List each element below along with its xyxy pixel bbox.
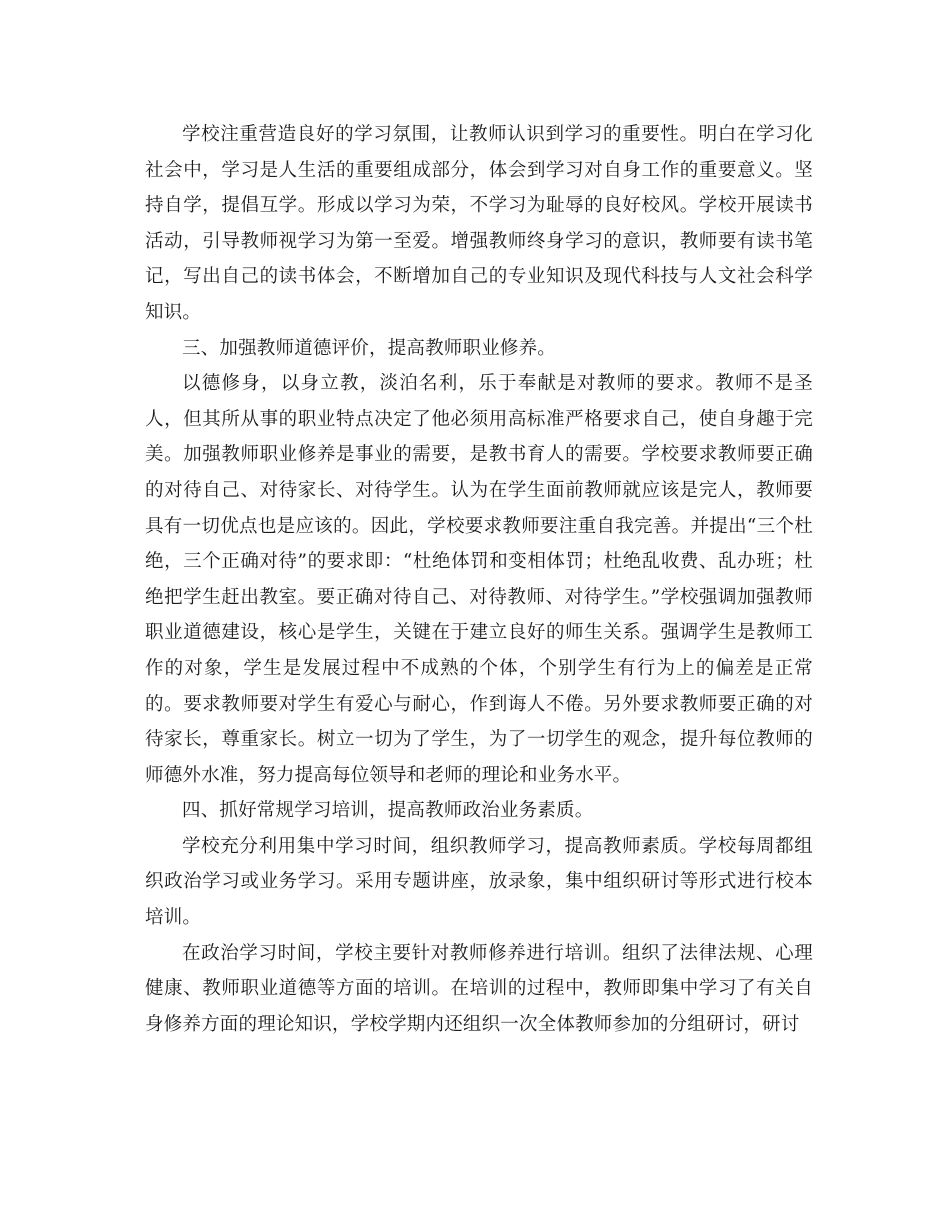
section-heading-four: 四、抓好常规学习培训，提高教师政治业务素质。	[182, 800, 594, 822]
paragraph-professional-ethics: 以德修身，以身立教，淡泊名利，乐于奉献是对教师的要求。教师不是圣人，但其所从事的职业特点决定了他必须用高标准严格要求自己，使自身趣于完美。加强教师职业修养是事业的需要，是教书育人的需要。学校要求教师要正确的对待自己、对待家长、对待学生。认为在学生面前教师就应该是完人，教师要具有一切优点也是应该的。因此，学校要求教师要注重自我完善。并提出“三个杜绝，三个正确对待”的要求即：“杜绝体罚和变相体罚；杜绝乱收费、乱办班；杜绝把学生赶出教室。要正确对待自己、对待教师、对待学生。”学校强调加强教师职业道德建设，核心是学生，关键在于建立良好的师生关系。强调学生是教师工作的对象，学生是发展过程中不成熟的个体，个别学生有行为上的偏差是正常的。要求教师要对学生有爱心与耐心，作到诲人不倦。另外要求教师要正确的对待家长，尊重家长。树立一切为了学生，为了一切学生的观念，提升每位教师的师德外水准，努力提高每位领导和老师的理论和业务水平。	[145, 373, 813, 786]
paragraph-regular-training: 学校充分利用集中学习时间，组织教师学习，提高教师素质。学校每周都组织政治学习或业务学习。采用专题讲座，放录象，集中组织研讨等形式进行校本培训。	[145, 835, 813, 929]
paragraph-political-study: 在政治学习时间，学校主要针对教师修养进行培训。组织了法律法规、心理健康、教师职业道德等方面的培训。在培训的过程中，教师即集中学习了有关自身修养方面的理论知识，学校学期内还组织一次全体教师参加的分组研讨，研讨	[145, 942, 813, 1035]
section-heading-three: 三、加强教师道德评价，提高教师职业修养。	[182, 337, 557, 359]
document-body	[145, 117, 813, 1042]
paragraph-reading-atmosphere: 学校注重营造良好的学习氛围，让教师认识到学习的重要性。明白在学习化社会中，学习是人生活的重要组成部分，体会到学习对自身工作的重要意义。坚持自学，提倡互学。形成以学习为荣，不学习为耻辱的良好校风。学校开展读书活动，引导教师视学习为第一至爱。增强教师终身学习的意识，教师要有读书笔记，写出自己的读书体会，不断增加自己的专业知识及现代科技与人文社会科学知识。	[145, 124, 813, 323]
